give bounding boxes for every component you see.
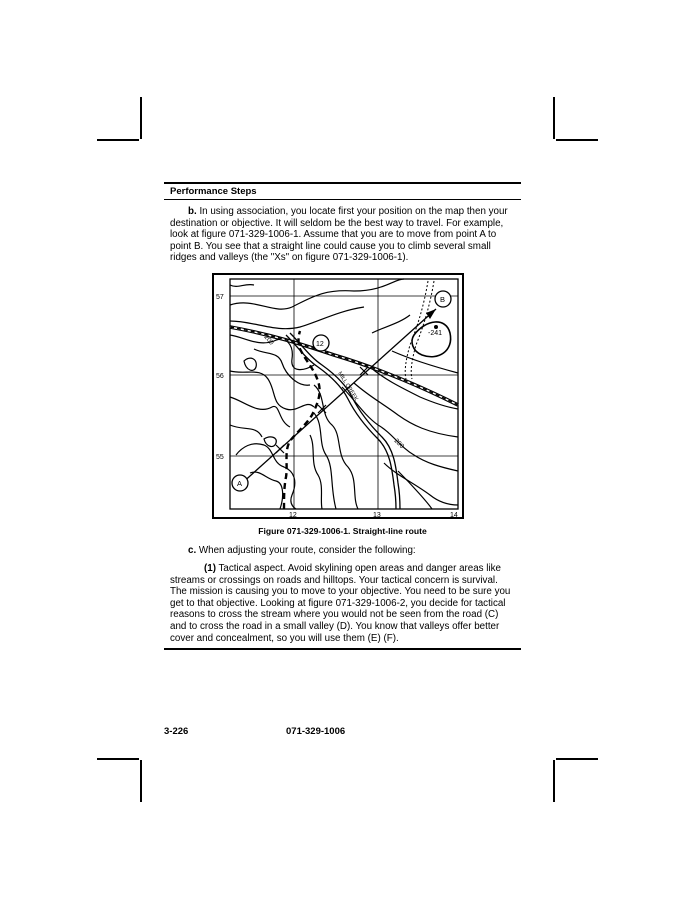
paragraph-c1-label: (1) — [204, 563, 216, 574]
dashed-trail — [284, 331, 320, 509]
crop-mark-bottom-right-horizontal — [556, 758, 598, 760]
paragraph-c-text: When adjusting your route, consider the following: — [198, 545, 416, 556]
point-a-label: A — [237, 479, 243, 488]
header-rule-thick — [164, 182, 521, 184]
paragraph-b-label: b. — [188, 206, 197, 217]
point-b-label: B — [440, 295, 446, 304]
grid-label-13: 13 — [373, 512, 381, 517]
crop-mark-bottom-left-horizontal — [97, 758, 139, 760]
contour-label-200-left: 200 — [262, 333, 275, 347]
crop-mark-top-left-vertical — [140, 97, 142, 139]
stream-bank-left — [286, 335, 396, 509]
paragraph-c1-text: Tactical aspect. Avoid skylining open areas and danger areas like streams or crossings on roads and hilltops. Your tactical concern is survival. The mission is causing you to move to your objective. You need to be sure you get to that objective. Looking at figure 071-329-1006-2, you decide for tactical reasons to cross the stream where you would not be seen from the road (C) and to cross the road in a small valley (D). You know that valleys offer better cover and concealment, so you will use them (E) (F). — [170, 563, 511, 644]
page-number: 3-226 — [164, 726, 189, 737]
task-number: 071-329-1006 — [286, 726, 346, 737]
spot-height-dot — [434, 325, 438, 329]
paragraph-c — [170, 545, 516, 557]
footer-rule — [164, 648, 521, 650]
grid-label-57: 57 — [216, 294, 224, 301]
figure-caption: Figure 071-329-1006-1. Straight-line route — [258, 526, 427, 536]
map-grid-frame — [230, 279, 458, 509]
crop-mark-top-right-horizontal — [556, 139, 598, 141]
road-marker-label: 12 — [316, 341, 324, 348]
section-heading: Performance Steps — [170, 186, 257, 197]
topographic-map — [214, 275, 462, 517]
stream-label: MILL CREEK — [336, 370, 359, 403]
grid-label-56: 56 — [216, 373, 224, 380]
header-rule-thin — [164, 199, 521, 200]
crop-mark-bottom-left-vertical — [140, 760, 142, 802]
spot-height-label: -241 — [428, 330, 443, 337]
crop-mark-bottom-right-vertical — [553, 760, 555, 802]
paragraph-c1 — [170, 563, 516, 644]
paragraph-b-text: In using association, you locate first your position on the map then your destination or objective. It will seldom be the best way to travel. For example, look at figure 071-329-1006-1. Assume that you are to move from point A to point B. You see that a straight line could cause you to climb several small ridges and valleys (the "Xs" on figure 071-329-1006-1). — [170, 206, 508, 264]
contour-lines — [230, 279, 458, 509]
grid-label-12: 12 — [289, 512, 297, 517]
contour-label-200-right: 200 — [392, 437, 406, 451]
crop-mark-top-left-horizontal — [97, 139, 139, 141]
paragraph-c-label: c. — [188, 545, 197, 556]
grid-label-55: 55 — [216, 454, 224, 461]
figure-straight-line-route — [212, 273, 464, 519]
grid-label-14: 14 — [450, 512, 458, 517]
crop-mark-top-right-vertical — [553, 97, 555, 139]
paragraph-b — [170, 206, 516, 264]
